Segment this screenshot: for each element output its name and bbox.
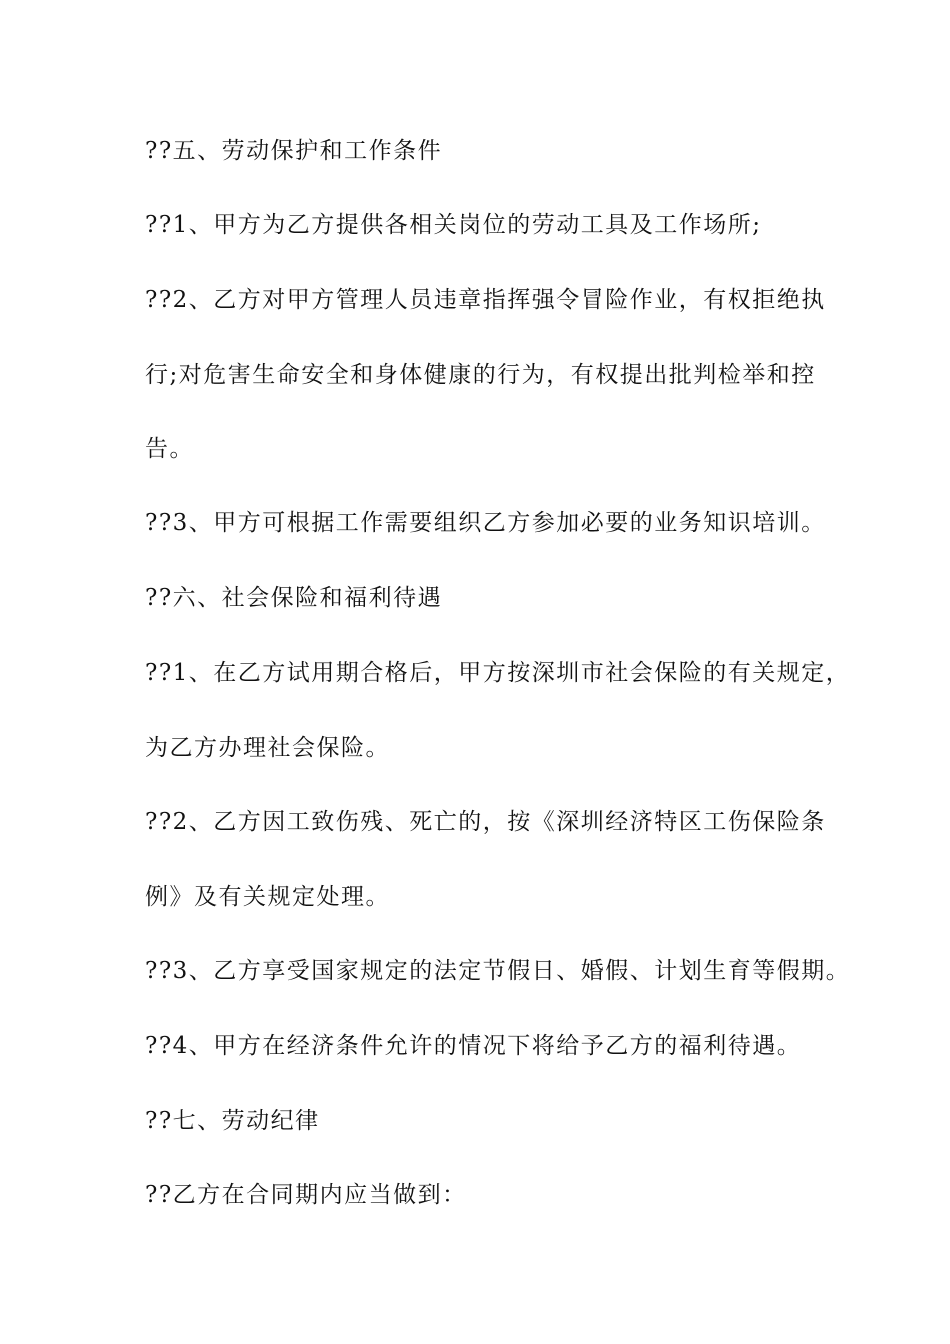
paragraph-line: 例》及有关规定处理。	[145, 884, 390, 910]
paragraph-line: ??乙方在合同期内应当做到：	[145, 1182, 467, 1208]
paragraph-line: 为乙方办理社会保险。	[145, 735, 390, 761]
paragraph-line: ??4、甲方在经济条件允许的情况下将给予乙方的福利待遇。	[145, 1033, 802, 1059]
paragraph-line: 告。	[145, 436, 194, 462]
section-heading-social-insurance: ??六、社会保险和福利待遇	[145, 585, 443, 611]
paragraph-line: 行;对危害生命安全和身体健康的行为，有权提出批判检举和控	[145, 362, 816, 388]
paragraph-line: ??3、甲方可根据工作需要组织乙方参加必要的业务知识培训。	[145, 510, 826, 536]
paragraph-line: ??2、乙方因工致伤残、死亡的，按《深圳经济特区工伤保险条	[145, 809, 826, 835]
section-heading-labor-protection: ??五、劳动保护和工作条件	[145, 138, 443, 164]
paragraph-line: ??2、乙方对甲方管理人员违章指挥强令冒险作业，有权拒绝执	[145, 287, 826, 313]
section-heading-labor-discipline: ??七、劳动纪律	[145, 1108, 320, 1134]
paragraph-line: ??3、乙方享受国家规定的法定节假日、婚假、计划生育等假期。	[145, 958, 851, 984]
paragraph-line: ??1、甲方为乙方提供各相关岗位的劳动工具及工作场所;	[145, 212, 762, 238]
paragraph-line: ??1、在乙方试用期合格后，甲方按深圳市社会保险的有关规定，	[145, 660, 851, 686]
